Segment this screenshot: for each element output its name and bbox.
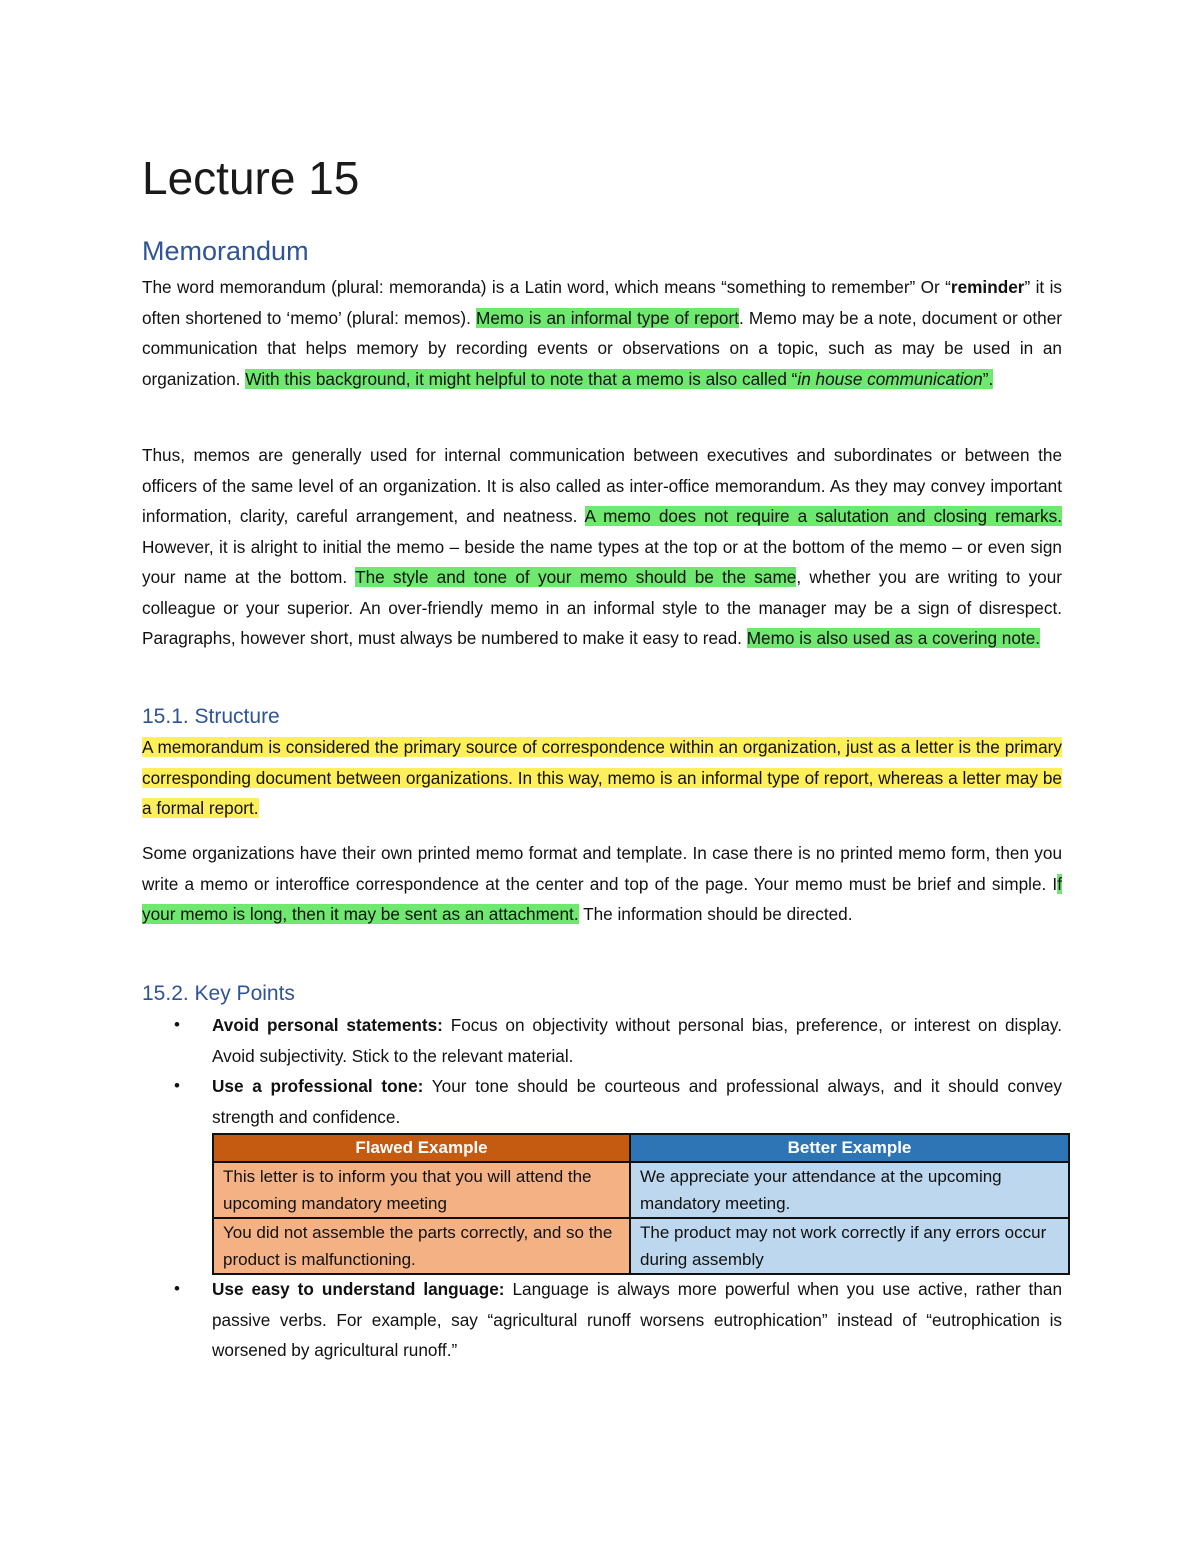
text-run: The information should be directed. xyxy=(578,904,853,924)
text-run: Some organizations have their own printed memo format and template. In case there is no printed memo form, then you write a memo or interoffice correspondence at the center and top of the page. Your memo must be brief and simple. I xyxy=(142,843,1062,894)
text-run: Your tone should be courteous and professional always, and it should convey strength and confidence. xyxy=(212,1076,1062,1127)
text-run: Use easy to understand language: xyxy=(212,1279,505,1299)
flawed-example-cell: You did not assemble the parts correctly, and so the product is malfunctioning. xyxy=(213,1218,630,1274)
flawed-example-cell: This letter is to inform you that you will attend the upcoming mandatory meeting xyxy=(213,1162,630,1218)
section-heading-structure: 15.1. Structure xyxy=(142,705,280,728)
table-row xyxy=(213,1162,1069,1218)
text-run: The word memorandum (plural: memoranda) is a Latin word, which means “something to remember” Or “ xyxy=(142,277,951,297)
highlighted-text: in house communication xyxy=(797,368,983,389)
bullet-icon: • xyxy=(174,1015,180,1034)
text-run: However, it is alright to initial the memo – beside the name types at the top or at the bottom of the memo – or even sign your name at the bottom. xyxy=(142,536,1062,587)
better-example-header: Better Example xyxy=(630,1134,1069,1162)
structure-paragraph-2 xyxy=(142,838,1062,930)
bullet-icon: • xyxy=(174,1279,180,1298)
structure-paragraph-1 xyxy=(142,732,1062,824)
highlighted-text: The style and tone of your memo should be the same xyxy=(355,567,797,587)
highlighted-text: ”. xyxy=(982,368,994,389)
bullet-text xyxy=(212,1274,1062,1366)
text-run: Focus on objectivity without personal bias, preference, or interest on display. Avoid subjectivity. Stick to the relevant material. xyxy=(212,1015,1062,1066)
memorandum-paragraph-1 xyxy=(142,272,1062,394)
table-header-row xyxy=(213,1134,1069,1162)
text-run: , whether you are writing to your colleague or your superior. An over-friendly memo in an informal style to the manager may be a sign of disrespect. Paragraphs, however short, must always be numbered to make it easy to read. xyxy=(142,567,1063,648)
examples-table xyxy=(212,1133,1070,1275)
better-example-cell: The product may not work correctly if any errors occur during assembly xyxy=(630,1218,1069,1274)
table-row xyxy=(213,1218,1069,1274)
section-heading-key-points: 15.2. Key Points xyxy=(142,982,295,1005)
text-run: Thus, memos are generally used for internal communication between executives and subordinates or between the officers of the same level of an organization. It is also called as inter-office memorandum. As they may convey important information, clarity, careful arrangement, and neatness. xyxy=(142,445,1062,526)
bullet-text xyxy=(212,1071,1062,1132)
highlighted-text: A memo does not require a salutation and closing remarks. xyxy=(584,506,1062,526)
text-run: reminder xyxy=(950,277,1025,297)
page-title: Lecture 15 xyxy=(142,152,360,204)
text-run: ” it is often shortened to ‘memo’ (plural: memos). xyxy=(142,277,1063,328)
text-run: . Memo may be a note, document or other communication that helps memory by recording events or observations on a topic, such as may be used in an organization. xyxy=(142,307,1062,389)
text-run: Avoid personal statements: xyxy=(212,1015,443,1035)
bullet-text xyxy=(212,1010,1062,1071)
bullet-icon: • xyxy=(174,1076,180,1095)
highlighted-text: f your memo is long, then it may be sent as an attachment. xyxy=(142,873,1062,924)
better-example-cell: We appreciate your attendance at the upcoming mandatory meeting. xyxy=(630,1162,1069,1218)
highlighted-text: A memorandum is considered the primary source of correspondence within an organization, just as a letter is the primary corresponding document between organizations. In this way, memo is an informal type of report, whereas a letter may be a formal report. xyxy=(142,737,1062,818)
section-heading-memorandum: Memorandum xyxy=(142,236,309,266)
highlighted-text: Memo is also used as a covering note. xyxy=(746,628,1041,648)
highlighted-text: Memo is an informal type of report xyxy=(476,307,739,328)
text-run: Use a professional tone: xyxy=(212,1076,424,1096)
text-run: Language is always more powerful when you use active, rather than passive verbs. For example, say “agricultural runoff worsens eutrophication” instead of “eutrophication is worsened by agricultural runoff.” xyxy=(212,1279,1063,1360)
memorandum-paragraph-2 xyxy=(142,440,1062,654)
highlighted-text: With this background, it might helpful to note that a memo is also called “ xyxy=(245,368,798,389)
flawed-example-header: Flawed Example xyxy=(213,1134,630,1162)
